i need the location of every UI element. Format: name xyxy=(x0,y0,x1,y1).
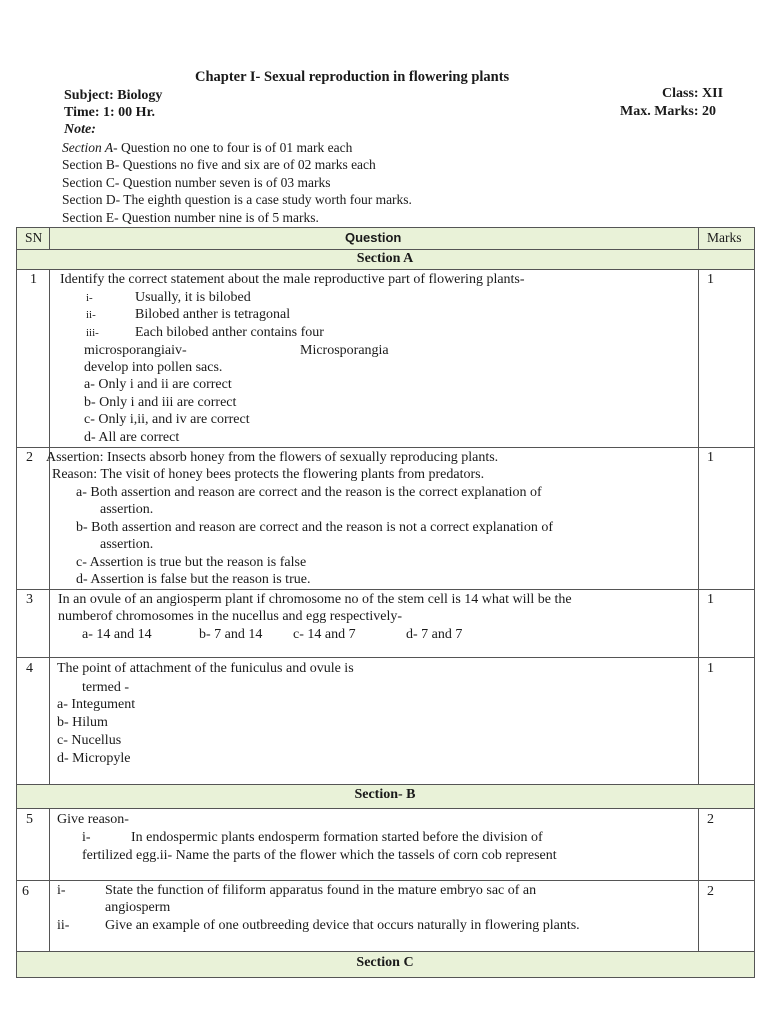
roman-label: iii- xyxy=(86,327,99,339)
class-label: Class: XII xyxy=(662,86,724,101)
note-section-b: Section B- Questions no five and six are of 02 marks each xyxy=(62,157,376,172)
statement-text: microsporangiaiv- xyxy=(84,343,187,358)
option-c: c- Assertion is true but the reason is false xyxy=(76,555,307,570)
note-section-d: Section D- The eighth question is a case study worth four marks. xyxy=(62,192,412,207)
roman-label: ii- xyxy=(86,309,96,321)
statement-text: Each bilobed anther contains four xyxy=(135,325,324,340)
column-marks-header: Marks xyxy=(707,230,742,245)
page-title: Chapter I- Sexual reproduction in flowering plants xyxy=(195,69,510,85)
question-number: 5 xyxy=(26,812,33,827)
option-c: c- Nucellus xyxy=(57,733,122,748)
statement-text: Usually, it is bilobed xyxy=(135,290,251,305)
question-number: 2 xyxy=(26,450,33,465)
note-section-e: Section E- Question number nine is of 5 marks. xyxy=(62,210,319,225)
statement-text: In endospermic plants endosperm formation started before the division of xyxy=(131,830,543,845)
section-b-heading: Section- B xyxy=(354,787,416,802)
statement-text: develop into pollen sacs. xyxy=(84,360,223,375)
max-marks-label: Max. Marks: 20 xyxy=(620,104,717,119)
option-b: b- Only i and iii are correct xyxy=(84,395,237,410)
option-b: b- Hilum xyxy=(57,715,108,730)
option-a: a- 14 and 14 xyxy=(82,627,152,642)
statement-text: State the function of filiform apparatus found in the mature embryo sac of an xyxy=(105,883,537,898)
option-b: b- Both assertion and reason are correct and the reason is not a correct explanation of xyxy=(76,520,553,535)
question-marks: 1 xyxy=(707,661,714,676)
roman-label: i- xyxy=(82,830,91,845)
option-b: b- 7 and 14 xyxy=(199,627,263,642)
question-stem-continued: termed - xyxy=(82,680,130,695)
option-a: a- Both assertion and reason are correct and the reason is the correct explanation of xyxy=(76,485,542,500)
option-d: d- Assertion is false but the reason is true. xyxy=(76,572,311,587)
question-marks: 1 xyxy=(707,272,714,287)
option-a: a- Only i and ii are correct xyxy=(84,377,232,392)
option-d: d- Micropyle xyxy=(57,751,131,766)
statement-text-continued: angiosperm xyxy=(105,900,171,915)
option-d: d- All are correct xyxy=(84,430,180,445)
question-marks: 2 xyxy=(707,884,714,899)
question-number: 4 xyxy=(26,661,33,676)
note-section-a: Section A- Question no one to four is of 01 mark each xyxy=(62,140,353,155)
statement-text: Give an example of one outbreeding device that occurs naturally in flowering plants. xyxy=(105,918,580,933)
question-number: 1 xyxy=(30,272,37,287)
question-stem: Identify the correct statement about the male reproductive part of flowering plants- xyxy=(60,272,525,287)
question-stem-continued: numberof chromosomes in the nucellus and egg respectively- xyxy=(58,609,403,624)
question-stem: Give reason- xyxy=(57,812,129,827)
option-a: a- Integument xyxy=(57,697,136,712)
question-number: 3 xyxy=(26,592,33,607)
section-a-heading: Section A xyxy=(356,251,414,266)
option-d: d- 7 and 7 xyxy=(406,627,463,642)
question-stem: In an ovule of an angiosperm plant if chromosome no of the stem cell is 14 what will be the xyxy=(58,592,572,607)
option-c: c- 14 and 7 xyxy=(293,627,356,642)
statement-text: Bilobed anther is tetragonal xyxy=(135,307,291,322)
question-marks: 1 xyxy=(707,592,714,607)
roman-label: ii- xyxy=(57,918,70,933)
question-stem: The point of attachment of the funiculus and ovule is xyxy=(57,661,354,676)
note-label: Note: xyxy=(64,122,96,137)
subject-label: Subject: Biology xyxy=(64,88,163,103)
time-label: Time: 1: 00 Hr. xyxy=(64,105,155,120)
column-sn-header: SN xyxy=(25,230,43,245)
column-question-header: Question xyxy=(345,230,402,245)
note-section-c: Section C- Question number seven is of 03 marks xyxy=(62,175,331,190)
roman-label: i- xyxy=(86,292,93,304)
statement-text-continued: fertilized egg.ii- Name the parts of the flower which the tassels of corn cob represent xyxy=(82,848,557,863)
section-c-heading: Section C xyxy=(356,955,414,970)
option-b-continued: assertion. xyxy=(100,537,154,552)
question-marks: 1 xyxy=(707,450,714,465)
option-c: c- Only i,ii, and iv are correct xyxy=(84,412,250,427)
reason-text: Reason: The visit of honey bees protects the flowering plants from predators. xyxy=(52,467,485,482)
question-marks: 2 xyxy=(707,812,714,827)
question-number: 6 xyxy=(22,884,29,899)
roman-label: i- xyxy=(57,883,66,898)
assertion-text: Assertion: Insects absorb honey from the flowers of sexually reproducing plants. xyxy=(46,450,499,465)
statement-text: Microsporangia xyxy=(300,343,389,358)
option-a-continued: assertion. xyxy=(100,502,154,517)
